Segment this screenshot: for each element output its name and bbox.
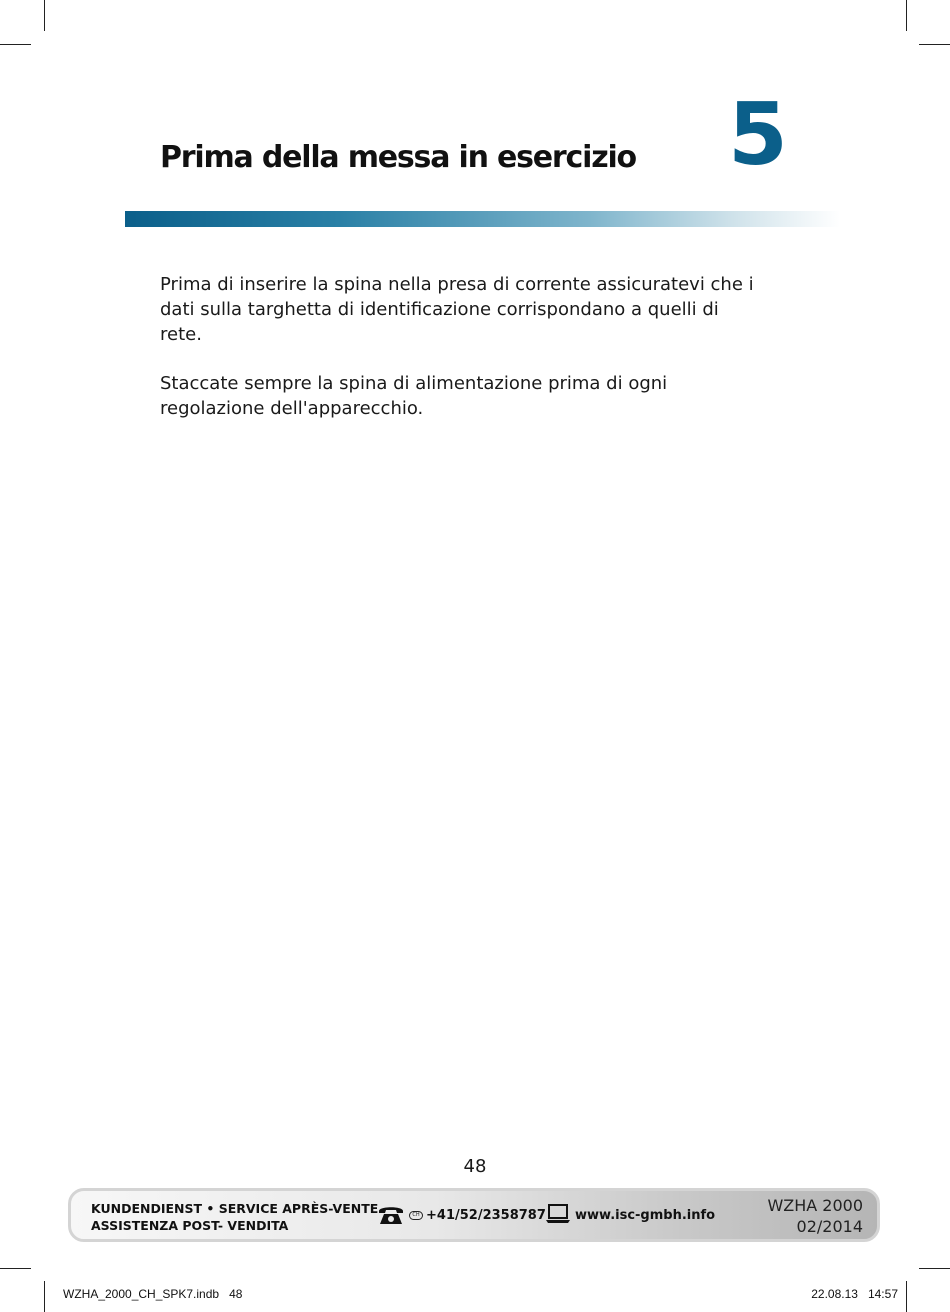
- header-gradient-bar: [125, 211, 840, 227]
- model-name: WZHA 2000: [767, 1196, 863, 1215]
- crop-mark: [44, 0, 45, 31]
- laptop-icon: [545, 1203, 571, 1229]
- print-slug-file: WZHA_2000_CH_SPK7.indb 48: [63, 1287, 243, 1301]
- crop-mark: [0, 1268, 31, 1269]
- body-text: [160, 272, 760, 445]
- print-slug-timestamp: 22.08.13 14:57: [811, 1287, 898, 1301]
- model-date: 02/2014: [796, 1217, 863, 1236]
- page-number: 48: [463, 1156, 487, 1177]
- paragraph: Prima di inserire la spina nella presa di corrente assicuratevi che i dati sulla targhetta di identificazione corrispondano a quelli di rete.: [160, 274, 754, 345]
- service-line: ASSISTENZA POST- VENDITA: [91, 1218, 289, 1233]
- phone-number[interactable]: +41/52/2358787: [426, 1208, 546, 1223]
- paragraph: Staccate sempre la spina di alimentazione prima di ogni regolazione dell'apparecchio.: [160, 373, 668, 419]
- service-label: [91, 1200, 378, 1234]
- model-info: [767, 1195, 863, 1237]
- telephone-icon: [377, 1204, 405, 1230]
- crop-mark: [906, 0, 907, 31]
- website-link[interactable]: www.isc-gmbh.info: [575, 1208, 716, 1223]
- country-badge: CH: [409, 1211, 423, 1220]
- crop-mark: [919, 1268, 950, 1269]
- crop-mark: [919, 44, 950, 45]
- crop-mark: [44, 1281, 45, 1312]
- crop-mark: [0, 44, 31, 45]
- service-line: KUNDENDIENST • SERVICE APRÈS-VENTE: [91, 1201, 379, 1216]
- chapter-number: 5: [728, 85, 786, 185]
- service-footer: [68, 1188, 880, 1242]
- section-title: Prima della messa in esercizio: [160, 140, 636, 175]
- crop-mark: [906, 1281, 907, 1312]
